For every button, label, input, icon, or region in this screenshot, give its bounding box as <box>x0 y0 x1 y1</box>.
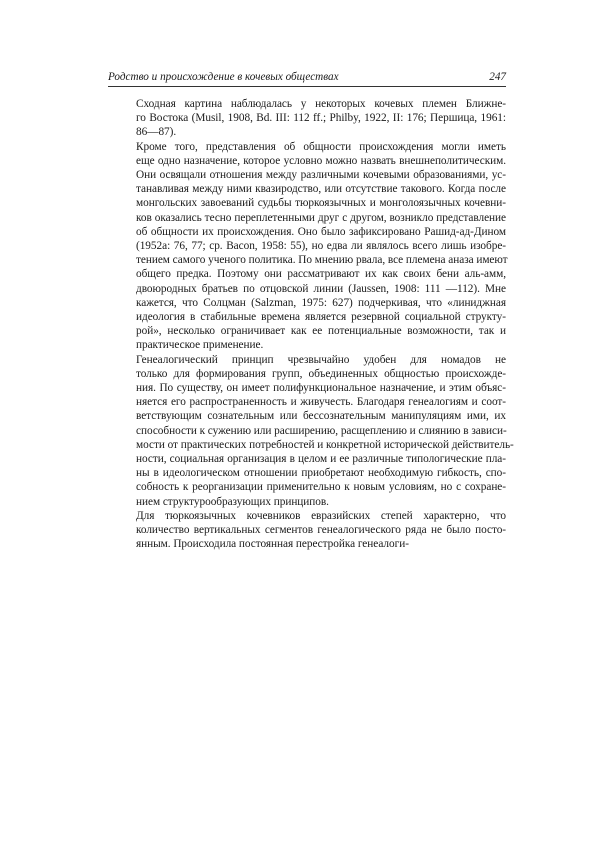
text-line: 86—87). <box>136 126 177 139</box>
text-line: няется его распространенность и живучесть. Благодаря генеалогиям и соот- <box>136 396 506 409</box>
text-line: Для тюркоязычных кочевников евразийских степей характерно, что <box>136 509 506 522</box>
paragraph <box>108 140 506 353</box>
text-line: общего предка. Поэтому они рассматривают их как своих бени аль-амм, <box>136 268 506 281</box>
text-line: собность к реорганизации применительно к новым условиям, но с сохране- <box>136 481 506 494</box>
text-line: двоюродных братьев по отцовской линии (Jaussen, 1908: 111 —112). Мне <box>136 282 506 295</box>
text-line: Генеалогический принцип чрезвычайно удобен для номадов не <box>136 353 506 366</box>
text-line: еще одно назначение, которое условно можно назвать внешнеполитическим. <box>136 154 506 167</box>
running-header <box>108 70 506 87</box>
text-line: Сходная картина наблюдалась у некоторых кочевых племен Ближне- <box>136 98 506 110</box>
text-line: Они освящали отношения между различными кочевыми образованиями, ус- <box>136 169 506 182</box>
text-line: танавливая между ними квазиродство, или отсутствие такового. Когда после <box>136 183 506 196</box>
text-line: ков оказались тесно переплетенными друг с другом, возникло представление <box>136 211 506 224</box>
text-line: Кроме того, представления об общности происхождения могли иметь <box>136 140 506 153</box>
text-line: только для формирования групп, объединенных общностью происхожде- <box>136 367 506 380</box>
text-line: тением самого ученого политика. По мнению рвала, все племена аназа имеют <box>136 254 508 267</box>
text-line: рой», несколько ограничивает как ее потенциальные возможности, так и <box>136 325 506 338</box>
text-line: (1952a: 76, 77; ср. Bacon, 1958: 55), но едва ли являлось всего лишь изобре- <box>136 240 506 253</box>
text-line: ветствующим сознательным или бессознательным манипуляциям ими, их <box>136 410 506 423</box>
running-header-title: Родство и происхождение в кочевых обществах <box>108 71 339 83</box>
page-number: 247 <box>489 71 506 83</box>
text-line: го Востока (Musil, 1908, Bd. III: 112 ff.; Philby, 1922, II: 176; Першица, 1961: <box>136 112 506 125</box>
text-line: ности, социальная организация в целом и ее различные типологические пла- <box>136 453 506 466</box>
text-line: ния. По существу, он имеет полифункциональное назначение, и этим объяс- <box>136 382 506 395</box>
text-line: идеология в стабильные времена является резервной социальной структу- <box>136 311 506 324</box>
text-line: количество вертикальных сегментов генеалогического ряда не было посто- <box>136 524 506 537</box>
text-line: янным. Происходила постоянная перестройка генеалоги- <box>136 538 409 551</box>
paragraph <box>108 353 514 509</box>
text-line: способности к сужению или расширению, расщеплению и слиянию в зависи- <box>136 424 507 437</box>
text-line: монгольских завоеваний судьбы тюркоязычных и монголоязычных кочевни- <box>136 197 506 210</box>
text-line: кажется, что Солцман (Salzman, 1975: 627) подчеркивая, что «линиджная <box>136 296 506 309</box>
paragraph <box>108 509 506 552</box>
document-page <box>108 70 514 552</box>
body-text <box>108 97 514 552</box>
paragraph <box>108 97 506 140</box>
text-line: практическое применение. <box>136 339 264 352</box>
text-line: мости от практических потребностей и конкретной исторической действитель- <box>136 438 514 451</box>
text-line: ны в идеологическом отношении приобретают необходимую гибкость, спо- <box>136 467 506 480</box>
text-line: об общности их происхождения. Оно было зафиксировано Рашид-ад-Дином <box>136 225 506 238</box>
text-line: нием структурообразующих принципов. <box>136 495 329 508</box>
